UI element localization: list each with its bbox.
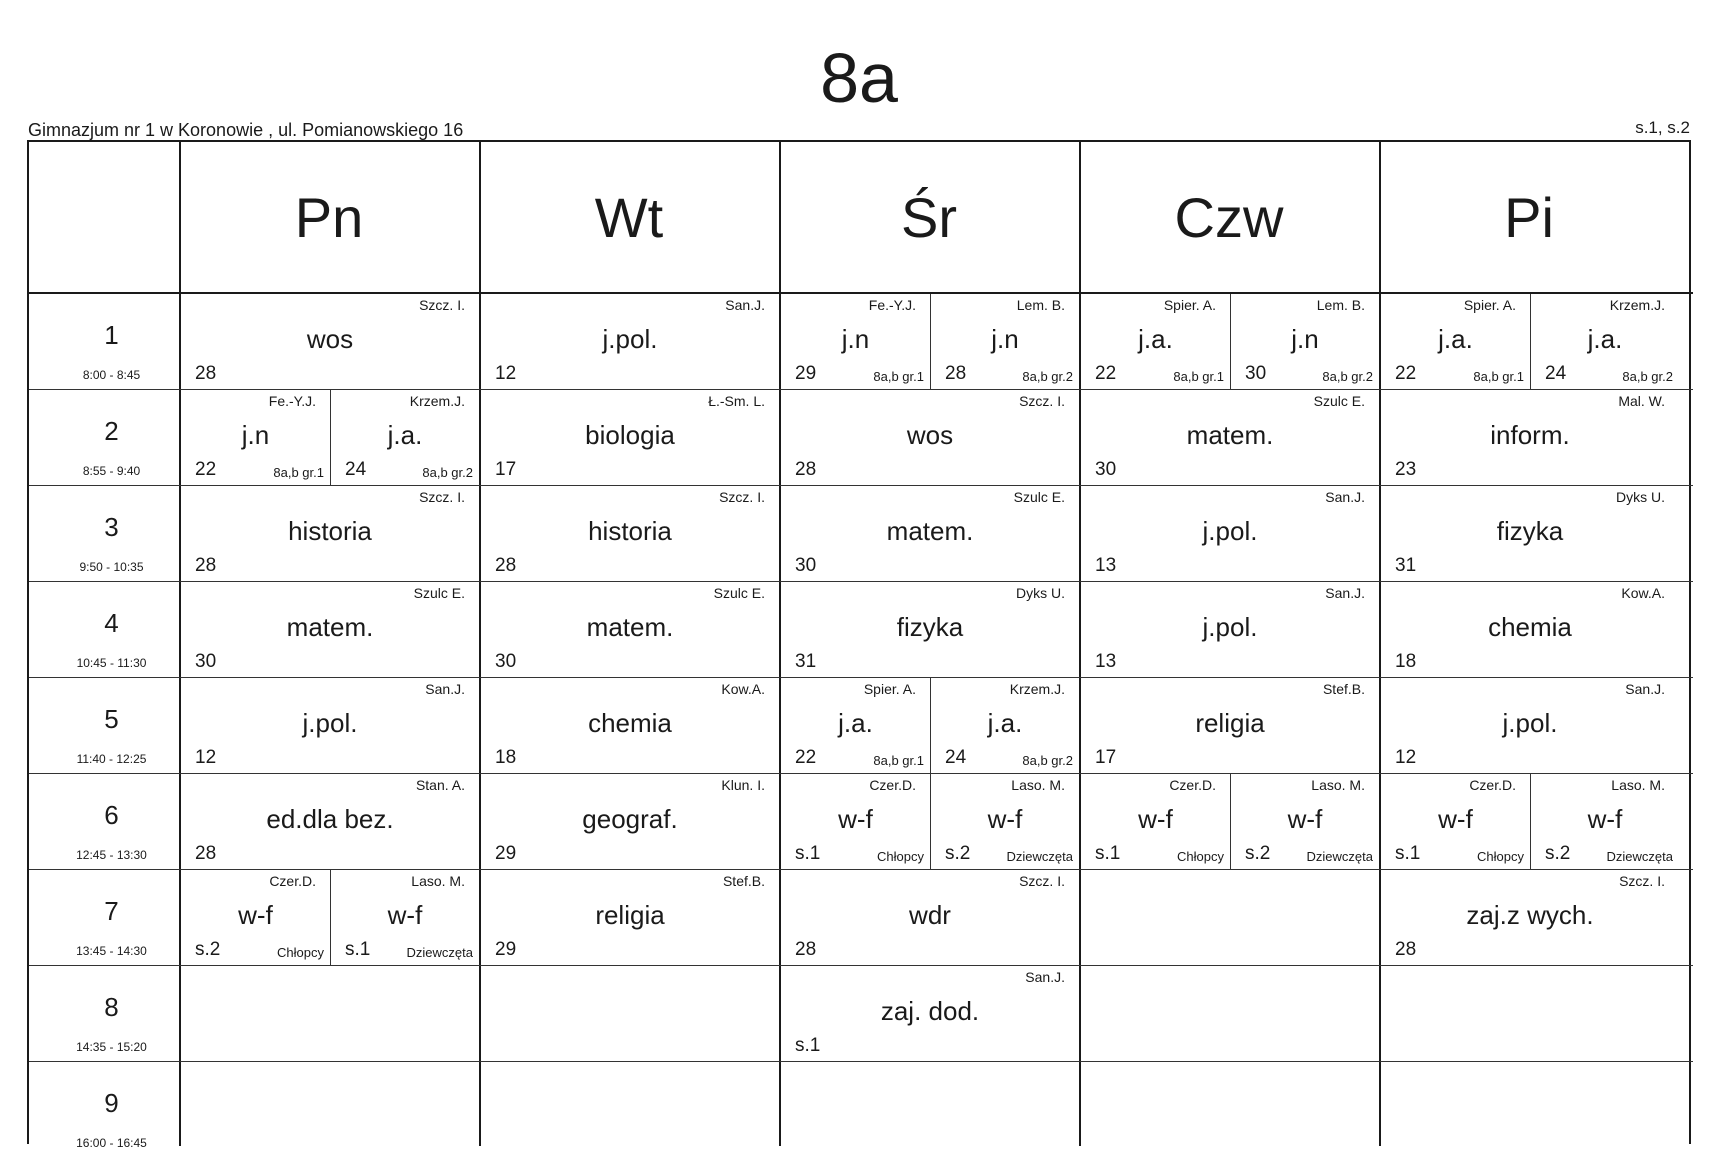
teacher-name: Lem. B. xyxy=(1016,297,1065,313)
lesson-cell[interactable] xyxy=(1530,774,1679,869)
teacher-name: Krzem.J. xyxy=(1009,681,1065,697)
lesson-cell[interactable] xyxy=(781,486,1079,581)
subject-name: matem. xyxy=(586,612,674,642)
teacher-name: Szcz. I. xyxy=(1619,873,1665,889)
subject-name: matem. xyxy=(1186,420,1274,450)
room-number: s.1 xyxy=(1095,843,1121,864)
lesson-cell[interactable] xyxy=(181,774,479,869)
room-number: 22 xyxy=(1095,363,1117,384)
lesson-cell[interactable] xyxy=(930,774,1079,869)
subject-name: j.n xyxy=(1291,324,1319,354)
lesson-cell[interactable] xyxy=(181,486,479,581)
room-number: 17 xyxy=(495,459,517,480)
room-number: 12 xyxy=(1395,747,1417,768)
lesson-cell[interactable] xyxy=(1230,294,1379,389)
room-number: 12 xyxy=(195,747,217,768)
lesson-number: 1 xyxy=(104,320,119,350)
room-number: 13 xyxy=(1095,555,1117,576)
lesson-cell[interactable] xyxy=(330,390,479,485)
subject-name: j.pol. xyxy=(1502,708,1558,738)
lesson-cell[interactable] xyxy=(781,774,930,869)
day-header: Pn xyxy=(294,185,364,249)
teacher-name: Ł.-Sm. L. xyxy=(708,393,765,409)
subject-name: wos xyxy=(906,420,954,450)
subject-name: biologia xyxy=(585,420,675,450)
lesson-cell[interactable] xyxy=(181,870,330,965)
room-number: s.2 xyxy=(1245,843,1271,864)
subject-name: j.a. xyxy=(838,708,873,738)
lesson-time: 10:45 - 11:30 xyxy=(76,656,147,670)
lesson-cell[interactable] xyxy=(781,582,1079,677)
group-label: Dziewczęta xyxy=(406,945,473,960)
lesson-time: 8:55 - 9:40 xyxy=(82,464,141,478)
subject-name: zaj.z wych. xyxy=(1466,900,1594,930)
room-number: s.1 xyxy=(795,843,821,864)
group-label: 8a,b gr.2 xyxy=(1622,369,1673,384)
subject-name: j.pol. xyxy=(302,708,358,738)
lesson-cell[interactable] xyxy=(1381,774,1530,869)
lesson-cell[interactable] xyxy=(481,582,779,677)
teacher-name: Lem. B. xyxy=(1316,297,1365,313)
lesson-cell[interactable] xyxy=(1081,486,1379,581)
room-number: 30 xyxy=(195,651,217,672)
lesson-cell[interactable] xyxy=(1381,582,1679,677)
teacher-name: Krzem.J. xyxy=(409,393,465,409)
lesson-cell[interactable] xyxy=(1081,390,1379,485)
teacher-name: Krzem.J. xyxy=(1609,297,1665,313)
room-number: s.2 xyxy=(1545,843,1571,864)
lesson-cell[interactable] xyxy=(1230,774,1379,869)
teacher-name: Kow.A. xyxy=(721,681,765,697)
lesson-cell[interactable] xyxy=(481,678,779,773)
room-number: 17 xyxy=(1095,747,1117,768)
teacher-name: Stan. A. xyxy=(415,777,465,793)
subject-name: geograf. xyxy=(582,804,678,834)
room-number: 28 xyxy=(195,363,217,384)
lesson-number: 2 xyxy=(104,416,119,446)
room-number: 29 xyxy=(495,843,517,864)
room-number: 28 xyxy=(495,555,517,576)
lesson-cell[interactable] xyxy=(481,486,779,581)
lesson-number: 4 xyxy=(104,608,119,638)
subject-name: j.pol. xyxy=(602,324,658,354)
room-number: 13 xyxy=(1095,651,1117,672)
lesson-number: 7 xyxy=(104,896,119,926)
teacher-name: Szcz. I. xyxy=(1019,393,1065,409)
lesson-number: 9 xyxy=(104,1088,119,1118)
group-label: 8a,b gr.2 xyxy=(1022,369,1073,384)
room-number: 18 xyxy=(1395,651,1417,672)
room-number: 23 xyxy=(1395,459,1417,480)
lesson-cell[interactable] xyxy=(1530,294,1679,389)
group-label: Dziewczęta xyxy=(1006,849,1073,864)
lesson-cell[interactable] xyxy=(1081,294,1230,389)
lesson-cell[interactable] xyxy=(1381,390,1679,485)
subject-name: w-f xyxy=(1287,804,1323,834)
subject-name: j.a. xyxy=(1587,324,1623,354)
teacher-name: Szcz. I. xyxy=(1019,873,1065,889)
room-number: 30 xyxy=(795,555,817,576)
lesson-cell[interactable] xyxy=(1381,678,1679,773)
teacher-name: Dyks U. xyxy=(1616,489,1665,505)
group-label: Chłopcy xyxy=(877,849,924,864)
room-number: 24 xyxy=(345,459,367,480)
room-number: 31 xyxy=(1395,555,1417,576)
teacher-name: Laso. M. xyxy=(411,873,465,889)
teacher-name: Szcz. I. xyxy=(419,297,465,313)
teacher-name: Dyks U. xyxy=(1016,585,1065,601)
lesson-cell[interactable] xyxy=(1081,774,1230,869)
lesson-time: 9:50 - 10:35 xyxy=(79,560,144,574)
lesson-cell[interactable] xyxy=(1081,582,1379,677)
lesson-cell[interactable] xyxy=(181,294,479,389)
teacher-name: Czer.D. xyxy=(1169,777,1216,793)
lesson-cell[interactable] xyxy=(181,582,479,677)
subject-name: j.n xyxy=(241,420,270,450)
subject-name: w-f xyxy=(1587,804,1623,834)
teacher-name: Szulc E. xyxy=(713,585,765,601)
subject-name: chemia xyxy=(1488,612,1572,642)
subject-name: religia xyxy=(1195,708,1265,738)
lesson-time: 13:45 - 14:30 xyxy=(76,944,147,958)
teacher-name: Spier. A. xyxy=(863,681,916,697)
school-name: Gimnazjum nr 1 w Koronowie , ul. Pomianowskiego 16 xyxy=(28,120,464,140)
room-number: 31 xyxy=(795,651,817,672)
teacher-name: Szcz. I. xyxy=(419,489,465,505)
lesson-cell[interactable] xyxy=(1081,678,1379,773)
room-number: 22 xyxy=(795,747,817,768)
group-label: 8a,b gr.1 xyxy=(873,753,924,768)
room-number: 30 xyxy=(1245,363,1267,384)
teacher-name: Klun. I. xyxy=(721,777,765,793)
room-number: s.1 xyxy=(1395,843,1421,864)
teacher-name: Szcz. I. xyxy=(719,489,765,505)
subject-name: j.pol. xyxy=(1202,516,1258,546)
group-label: Dziewczęta xyxy=(1306,849,1373,864)
subject-name: historia xyxy=(588,516,672,546)
lesson-cell[interactable] xyxy=(181,678,479,773)
lesson-time: 12:45 - 13:30 xyxy=(76,848,147,862)
day-header: Pi xyxy=(1504,185,1554,249)
room-number: 24 xyxy=(1545,363,1567,384)
lesson-cell[interactable] xyxy=(1381,294,1530,389)
teacher-name: Stef.B. xyxy=(722,873,765,889)
lesson-time: 8:00 - 8:45 xyxy=(82,368,141,382)
teacher-name: Szulc E. xyxy=(1313,393,1365,409)
teacher-name: San.J. xyxy=(1625,681,1665,697)
teacher-name: Szulc E. xyxy=(1013,489,1065,505)
room-number: 12 xyxy=(495,363,517,384)
room-number: 28 xyxy=(1395,939,1417,960)
subject-name: j.n xyxy=(841,324,870,354)
day-header: Śr xyxy=(901,185,957,249)
lesson-cell[interactable] xyxy=(781,294,930,389)
teacher-name: Spier. A. xyxy=(1163,297,1216,313)
subject-name: w-f xyxy=(238,900,273,930)
group-label: 8a,b gr.1 xyxy=(273,465,324,480)
lesson-time: 14:35 - 15:20 xyxy=(76,1040,147,1054)
teacher-name: Laso. M. xyxy=(1311,777,1365,793)
group-label: Chłopcy xyxy=(1177,849,1224,864)
room-number: 30 xyxy=(495,651,517,672)
lesson-number: 8 xyxy=(104,992,119,1022)
room-number: 28 xyxy=(195,843,217,864)
lesson-number: 5 xyxy=(104,704,119,734)
subject-name: inform. xyxy=(1490,420,1570,450)
class-title: 8a xyxy=(820,39,898,117)
room-number: 22 xyxy=(195,459,217,480)
subject-name: j.a. xyxy=(387,420,423,450)
room-number: s.1 xyxy=(345,939,371,960)
room-number: 18 xyxy=(495,747,517,768)
teacher-name: San.J. xyxy=(725,297,765,313)
row-divider xyxy=(29,1061,1693,1062)
room-number: s.1 xyxy=(795,1035,821,1056)
subject-name: wdr xyxy=(909,900,951,930)
teacher-name: Szulc E. xyxy=(413,585,465,601)
room-number: 28 xyxy=(795,939,817,960)
teacher-name: Stef.B. xyxy=(1322,681,1365,697)
teacher-name: Czer.D. xyxy=(1469,777,1516,793)
room-number: 29 xyxy=(795,363,817,384)
teacher-name: Kow.A. xyxy=(1621,585,1665,601)
teacher-name: San.J. xyxy=(1325,489,1365,505)
subject-name: j.n xyxy=(991,324,1019,354)
subject-name: fizyka xyxy=(896,612,964,642)
lesson-cell[interactable] xyxy=(781,966,1079,1061)
group-label: 8a,b gr.2 xyxy=(1322,369,1373,384)
room-number: 24 xyxy=(945,747,967,768)
group-label: 8a,b gr.2 xyxy=(422,465,473,480)
subject-name: j.a. xyxy=(1138,324,1173,354)
subject-name: w-f xyxy=(1138,804,1173,834)
timetable-grid xyxy=(27,140,1691,1150)
teacher-name: Fe.-Y.J. xyxy=(868,297,916,313)
lesson-cell[interactable] xyxy=(781,870,1079,965)
room-number: s.2 xyxy=(195,939,221,960)
room-number: 22 xyxy=(1395,363,1417,384)
subject-name: w-f xyxy=(387,900,423,930)
group-label: 8a,b gr.1 xyxy=(873,369,924,384)
room-number: 28 xyxy=(945,363,967,384)
subject-name: j.a. xyxy=(1438,324,1473,354)
teacher-name: Czer.D. xyxy=(869,777,916,793)
subject-name: chemia xyxy=(588,708,672,738)
subject-name: w-f xyxy=(987,804,1023,834)
day-header: Czw xyxy=(1174,185,1284,249)
day-header: Wt xyxy=(594,185,664,249)
teacher-name: San.J. xyxy=(1325,585,1365,601)
teacher-name: Czer.D. xyxy=(269,873,316,889)
lesson-number: 3 xyxy=(104,512,119,542)
subject-name: w-f xyxy=(1438,804,1473,834)
lesson-cell[interactable] xyxy=(930,678,1079,773)
lesson-cell[interactable] xyxy=(1381,486,1679,581)
lesson-time: 11:40 - 12:25 xyxy=(76,752,147,766)
lesson-cell[interactable] xyxy=(181,390,330,485)
room-number: 28 xyxy=(195,555,217,576)
lesson-cell[interactable] xyxy=(481,294,779,389)
subject-name: zaj. dod. xyxy=(880,996,980,1026)
teacher-name: Fe.-Y.J. xyxy=(268,393,316,409)
teacher-name: San.J. xyxy=(425,681,465,697)
subject-name: wos xyxy=(306,324,354,354)
lesson-cell[interactable] xyxy=(481,390,779,485)
lesson-cell[interactable] xyxy=(781,390,1079,485)
subject-name: religia xyxy=(595,900,665,930)
subject-name: w-f xyxy=(838,804,873,834)
group-label: 8a,b gr.2 xyxy=(1022,753,1073,768)
rooms-label: s.1, s.2 xyxy=(1635,118,1690,137)
group-label: Chłopcy xyxy=(1477,849,1524,864)
lesson-cell[interactable] xyxy=(781,678,930,773)
lesson-cell[interactable] xyxy=(481,870,779,965)
lesson-cell[interactable] xyxy=(330,870,479,965)
group-label: Chłopcy xyxy=(277,945,324,960)
subject-name: j.a. xyxy=(987,708,1023,738)
group-label: Dziewczęta xyxy=(1606,849,1673,864)
room-number: 29 xyxy=(495,939,517,960)
room-number: 28 xyxy=(795,459,817,480)
subject-name: matem. xyxy=(286,612,374,642)
group-label: 8a,b gr.1 xyxy=(1473,369,1524,384)
teacher-name: Laso. M. xyxy=(1011,777,1065,793)
subject-name: fizyka xyxy=(1496,516,1564,546)
room-number: s.2 xyxy=(945,843,971,864)
teacher-name: Spier. A. xyxy=(1463,297,1516,313)
lesson-cell[interactable] xyxy=(930,294,1079,389)
subject-name: j.pol. xyxy=(1202,612,1258,642)
subject-name: ed.dla bez. xyxy=(266,804,394,834)
teacher-name: Laso. M. xyxy=(1611,777,1665,793)
teacher-name: Mal. W. xyxy=(1618,393,1665,409)
lesson-time: 16:00 - 16:45 xyxy=(76,1136,147,1150)
room-number: 30 xyxy=(1095,459,1117,480)
lesson-cell[interactable] xyxy=(1381,870,1679,965)
subject-name: matem. xyxy=(886,516,974,546)
group-label: 8a,b gr.1 xyxy=(1173,369,1224,384)
teacher-name: San.J. xyxy=(1025,969,1065,985)
lesson-number: 6 xyxy=(104,800,119,830)
subject-name: historia xyxy=(288,516,372,546)
lesson-cell[interactable] xyxy=(481,774,779,869)
